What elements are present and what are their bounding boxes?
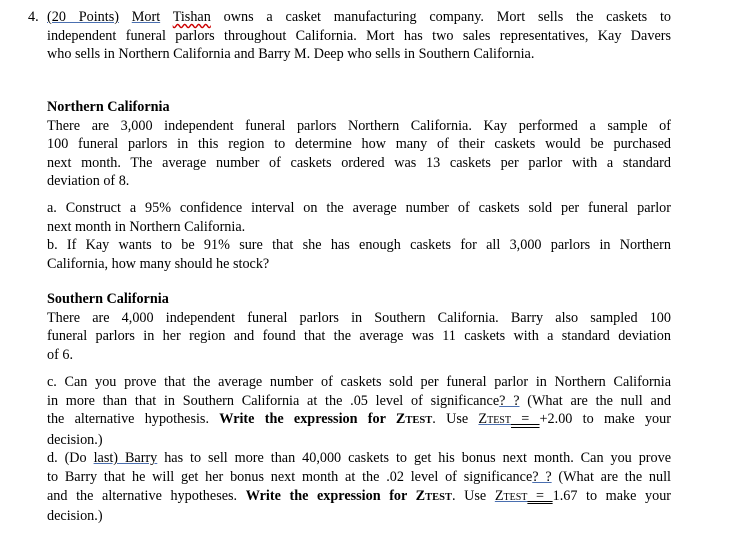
southern-line-2: funeral parlors in her region and found that the average was 11 caskets with a standard deviation xyxy=(47,328,671,345)
northern-heading: Northern California xyxy=(47,99,170,115)
intro-line-2: independent funeral parlors throughout California. Mort has two sales representatives, Kay Davers xyxy=(47,27,671,44)
part-a-line-2: next month in Northern California. xyxy=(47,218,246,235)
part-c-line-4: decision.) xyxy=(47,431,103,448)
northern-line-4: deviation of 8. xyxy=(47,173,130,190)
part-d-line-1: d. (Do last) Barry has to sell more than 40,000 caskets to get his bonus next month. Can you prove xyxy=(47,450,671,467)
name-last: Tishan xyxy=(172,9,211,25)
question-intro xyxy=(47,8,671,64)
northern-line-1: There are 3,000 independent funeral parlors Northern California. Kay performed a sample of xyxy=(47,117,671,134)
southern-section xyxy=(47,290,671,364)
northern-section xyxy=(47,98,671,191)
northern-line-3: next month. The average number of caskets ordered was 13 caskets per parlor with a standard xyxy=(47,154,671,171)
southern-line-3: of 6. xyxy=(47,346,74,363)
part-b-line-1: b. If Kay wants to be 91% sure that she has enough caskets for all 3,000 parlors in Northern xyxy=(47,237,671,254)
northern-line-2: 100 funeral parlors in this region to determine how many of their caskets would be purchased xyxy=(47,136,671,153)
part-a xyxy=(47,199,671,273)
part-c-line-3: the alternative hypothesis. Write the expression for ZTEST. Use ZTEST = +2.00 to make your xyxy=(47,411,671,428)
part-a-line-1: a. Construct a 95% confidence interval on the average number of caskets sold per funeral parlor xyxy=(47,200,671,216)
question-number: 4. xyxy=(28,9,39,25)
part-c-line-1: c. Can you prove that the average number of caskets sold per funeral parlor in Northern California xyxy=(47,374,671,390)
part-b-line-2: California, how many should he stock? xyxy=(47,255,270,272)
part-c-d xyxy=(47,373,671,526)
name-first: Mort xyxy=(131,9,161,25)
southern-line-1: There are 4,000 independent funeral parlors in Southern California. Barry also sampled 100 xyxy=(47,309,671,326)
points-label: (20 Points) xyxy=(47,9,119,25)
intro-line-3: who sells in Northern California and Barry M. Deep who sells in Southern California. xyxy=(47,46,535,63)
southern-heading: Southern California xyxy=(47,291,169,307)
part-d-line-2: to Barry that he will get her bonus next month at the .02 level of significance? ? (What are the null xyxy=(47,468,671,485)
intro-line-1: (20 Points) Mort Tishan owns a casket manufacturing company. Mort sells the caskets to xyxy=(47,9,672,25)
part-d-line-4: decision.) xyxy=(47,508,103,525)
part-d-line-3: and the alternative hypotheses. Write the expression for ZTEST. Use ZTEST = 1.67 to make your xyxy=(47,487,672,504)
part-c-line-2: in more than that in Southern California at the .05 level of significance? ? (What are the null and xyxy=(47,392,671,409)
